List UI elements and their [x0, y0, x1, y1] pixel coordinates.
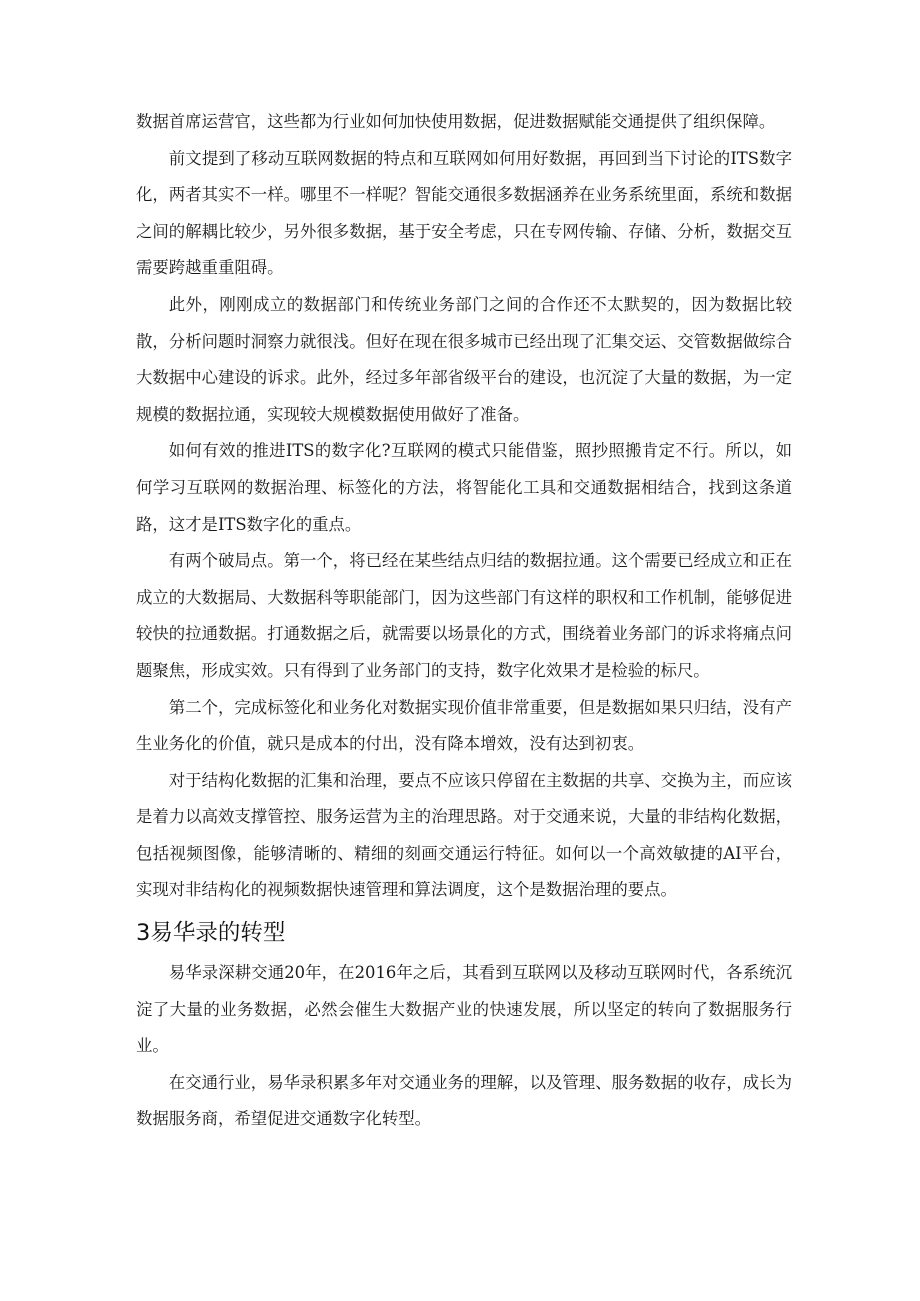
- paragraph-data-departments: 此外，刚刚成立的数据部门和传统业务部门之间的合作还不太默契的，因为数据比较散，分析问题时洞察力就很浅。但好在现在很多城市已经出现了汇集交运、交管数据做综合大数据中心建设的诉求。此外，经过多年部省级平台的建设，也沉淀了大量的数据，为一定规模的数据拉通，实现较大规模数据使用做好了准备。: [136, 294, 792, 424]
- paragraph-data-governance: 对于结构化数据的汇集和治理，要点不应该只停留在主数据的共享、交换为主，而应该是着力以高效支撑管控、服务运营为主的治理思路。对于交通来说，大量的非结构化数据，包括视频图像，能够清晰的、精细的刻画交通运行特征。如何以一个高效敏捷的AI平台，实现对非结构化的视频数据快速管理和算法调度，这个是数据治理的要点。: [136, 770, 792, 900]
- paragraph-company-goal: 在交通行业，易华录积累多年对交通业务的理解，以及管理、服务数据的收存，成长为数据服务商，希望促进交通数字化转型。: [136, 1072, 792, 1129]
- paragraph-continuation: 数据首席运营官，这些都为行业如何加快使用数据，促进数据赋能交通提供了组织保障。: [136, 112, 776, 131]
- document-page: [136, 104, 792, 1138]
- paragraph-its-digitalization: 前文提到了移动互联网数据的特点和互联网如何用好数据，再回到当下讨论的ITS数字化，两者其实不一样。哪里不一样呢？智能交通很多数据涵养在业务系统里面，系统和数据之间的解耦比较少，另外很多数据，基于安全考虑，只在专网传输、存储、分析，数据交互需要跨越重重阻碍。: [136, 148, 792, 278]
- section-heading: 3易华录的转型: [136, 920, 286, 947]
- paragraph-breakthrough-one: 有两个破局点。第一个，将已经在某些结点归结的数据拉通。这个需要已经成立和正在成立的大数据局、大数据科等职能部门，因为这些部门有这样的职权和工作机制，能够促进较快的拉通数据。打通数据之后，就需要以场景化的方式，围绕着业务部门的诉求将痛点问题聚焦，形成实效。只有得到了业务部门的支持，数字化效果才是检验的标尺。: [136, 551, 792, 680]
- paragraph-how-to-advance: 如何有效的推进ITS的数字化?互联网的模式只能借鉴，照抄照搬肯定不行。所以，如何学习互联网的数据治理、标签化的方法，将智能化工具和交通数据相结合，找到这条道路，这才是ITS数字化的重点。: [136, 441, 792, 534]
- paragraph-company-history: 易华录深耕交通20年，在2016年之后，其看到互联网以及移动互联网时代，各系统沉淀了大量的业务数据，必然会催生大数据产业的快速发展，所以坚定的转向了数据服务行业。: [136, 963, 792, 1056]
- paragraph-breakthrough-two: 第二个，完成标签化和业务化对数据实现价值非常重要，但是数据如果只归结，没有产生业务化的价值，就只是成本的付出，没有降本增效，没有达到初衷。: [136, 697, 792, 754]
